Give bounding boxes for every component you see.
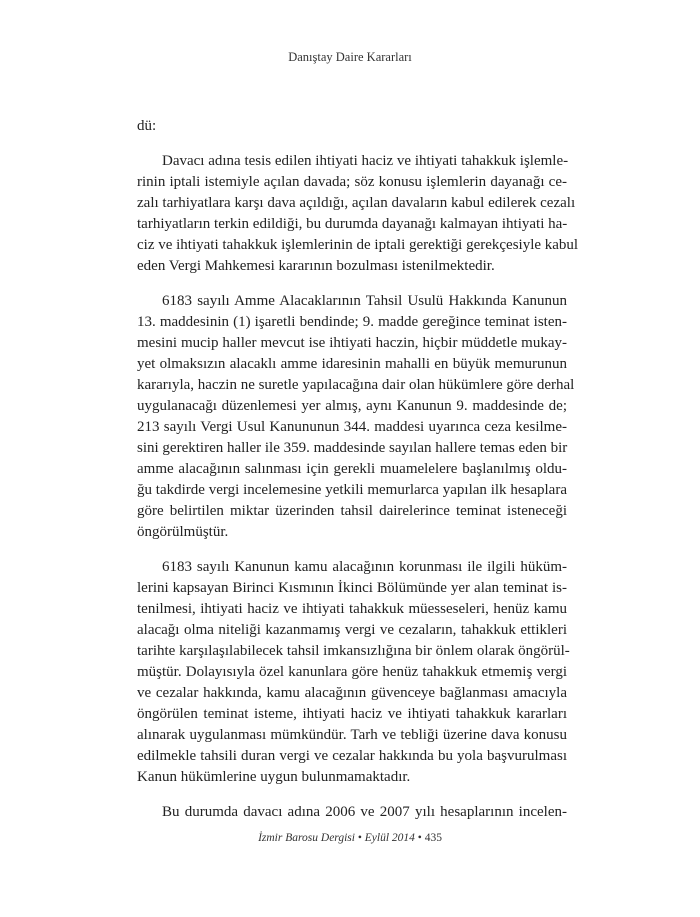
text-line: müştür. Dolayısıyla özel kanunlara göre henüz tahakkuk etmemiş vergi [137, 664, 567, 680]
text-line: mesini mucip haller mevcut ise ihtiyati haczin, hiçbir müddetle mukay- [137, 335, 567, 351]
text-line: tarhiyatların terkin edildiği, bu durumda dayanağı kalmayan ihtiyati ha- [137, 216, 568, 232]
paragraph [137, 116, 567, 137]
text-line: rinin iptali istemiyle açılan davada; söz konusu işlemlerin dayanağı ce- [137, 174, 567, 190]
text-line: 13. maddesinin (1) işaretli bendinde; 9. madde gereğince teminat isten- [137, 314, 567, 330]
text-line: Davacı adına tesis edilen ihtiyati haciz ve ihtiyati tahakkuk işlemle- [162, 153, 569, 169]
paragraph [137, 557, 570, 788]
paragraph [137, 151, 579, 277]
paragraph [137, 291, 575, 543]
text-line: yet olmaksızın alacaklı amme idaresinin mahalli en büyük memurunun [137, 356, 567, 372]
text-line: öngörülen teminat isteme, ihtiyati haciz ve ihtiyati tahakkuk kararları [137, 706, 567, 722]
text-line: Kanun hükümlerine uygun bulunmamaktadır. [137, 769, 411, 785]
text-line: 6183 sayılı Kanunun kamu alacağının korunması ile ilgili hüküm- [162, 559, 567, 575]
issue-date: Eylül 2014 [364, 832, 415, 844]
text-line: dü: [137, 118, 157, 134]
text-line: öngörülmüştür. [137, 524, 229, 540]
text-line: Bu durumda davacı adına 2006 ve 2007 yılı hesaplarının incelen- [162, 804, 567, 820]
text-line: edilmekle tahsili duran vergi ve cezalar hakkında bu yola başvurulması [137, 748, 567, 764]
footer-separator: • [357, 832, 362, 844]
text-line: 213 sayılı Vergi Usul Kanununun 344. maddesi uyarınca ceza kesilme- [137, 419, 567, 435]
footer-separator: • [417, 832, 422, 844]
text-line: alınarak uygulanması mümkündür. Tarh ve tebliği üzerine dava konusu [137, 727, 567, 743]
text-line: kararıyla, haczin ne suretle yapılacağına dair olan hükümlere göre derhal [137, 377, 575, 393]
journal-name: İzmir Barosu Dergisi [258, 832, 355, 844]
text-line: ciz ve ihtiyati tahakkuk işlemlerinin de iptali gerektiği gerekçesiyle kabul [137, 237, 579, 253]
text-line: uygulanacağı düzenlemesi yer almış, aynı Kanunun 9. maddesinde de; [137, 398, 567, 414]
text-line: sini gerektiren haller ile 359. maddesinde sayılan hallere temas eden bir [137, 440, 568, 456]
text-line: lerini kapsayan Birinci Kısmının İkinci Bölümünde yer alan teminat is- [137, 580, 567, 596]
document-body [137, 116, 579, 837]
text-line: ve cezalar hakkında, kamu alacağının güvenceye bağlanması amacıyla [137, 685, 567, 701]
text-line: eden Vergi Mahkemesi kararının bozulması istenilmektedir. [137, 258, 495, 274]
page-number: 435 [424, 832, 442, 844]
paragraph [137, 802, 567, 823]
text-line: ğu takdirde vergi incelemesine yetkili memurlarca yapılan ilk hesaplara [137, 482, 567, 498]
running-header: Danıştay Daire Kararları [288, 50, 412, 64]
text-line: göre belirtilen miktar üzerinden tahsil dairelerince teminat isteneceği [137, 503, 567, 519]
text-line: alacağı olma niteliği kazanmamış vergi ve cezaların, tahakkuk ettikleri [137, 622, 567, 638]
text-line: 6183 sayılı Amme Alacaklarının Tahsil Usulü Hakkında Kanunun [162, 293, 567, 309]
page-footer [0, 832, 700, 844]
text-line: tarihte karşılaşılabilecek tahsil imkansızlığına bir önlem olarak öngörül- [137, 643, 570, 659]
text-line: amme alacağının salınması için gerekli muamelelere başlanılmış oldu- [137, 461, 567, 477]
text-line: tenilmesi, ihtiyati haciz ve ihtiyati tahakkuk müesseseleri, henüz kamu [137, 601, 567, 617]
text-line: zalı tarhiyatlara karşı dava açıldığı, açılan davaların kabul edilerek cezalı [137, 195, 576, 211]
